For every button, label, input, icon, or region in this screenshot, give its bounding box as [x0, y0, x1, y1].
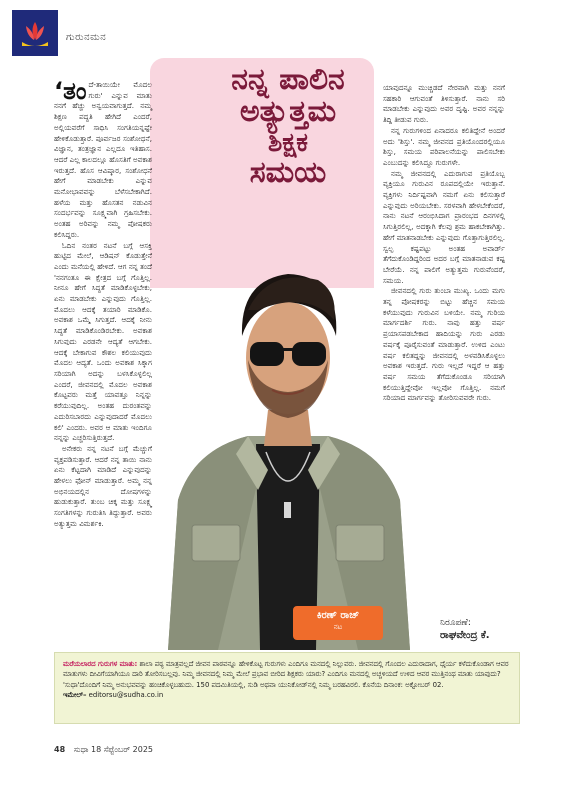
- credit-label: ನಿರೂಪಣೆ:: [440, 618, 471, 628]
- actor-role: ನಟ: [333, 623, 343, 631]
- right-paragraph-3: ನಮ್ಮ ಜೀವನದಲ್ಲಿ ಎದುರಾಗುವ ಪ್ರತಿಯೊಬ್ಬ ವ್ಯಕ್ತಿಯೂ ಗುರುವಿನ ರೂಪದಲ್ಲಿಯೇ ಇರುತ್ತಾನೆ. ವ್ಯಕ್ತಿಗಳು ನಿರ್ದಿಷ್ಟವಾಗಿ ನಮಗೆ ಏನು ಕಲಿಸುತ್ತಾರೆ ಎನ್ನುವುದು ಅರಿಯಬೇಕು. ಸರಳವಾಗಿ ಹೇಳಬೇಕೆಂದರೆ, ನಾನು ನಟನೆ ಆರಂಭಿಸಿದಾಗ ಪ್ರಾರಂಭದ ದಿನಗಳಲ್ಲಿ ಸಿಗುತ್ತಿರಲಿಲ್ಲ, ಅದಕ್ಕಾಗಿ ಕೆಲವು ಶ್ರಮ ಹಾಕಬೇಕಾಗಿತ್ತು. ಹೇಗೆ ಮಾತನಾಡಬೇಕು ಎನ್ನುವುದು ಗೊತ್ತಾಗುತ್ತಿರಲಿಲ್ಲ. ಸ್ವಲ್ಪ ಕಷ್ಟಪಟ್ಟು ಅಂತಹ ಅವಾರ್ಡ್ ತೆಗೆದುಕೊಂಡಿದ್ದರಿಂದ ಅದರ ಬಗ್ಗೆ ಮಾತನಾಡುವ ಕಷ್ಟ ಬೇರೆಯೆ. ನನ್ನ ಪಾಲಿಗೆ ಅತ್ಯುತ್ತಮ ಗುರುವೆಂದರೆ, ಸಮಯ.: [383, 168, 505, 285]
- invite-heading: ಮರೆಯಲಾರದ ಗುರುಗಳ ಮಾತು:: [63, 660, 138, 668]
- article-title: [168, 64, 408, 189]
- title-line-2: ಅತ್ಯುತ್ತಮ: [239, 94, 337, 130]
- magazine-logo: [12, 10, 58, 56]
- right-paragraph-1: ಯಾವುದನ್ನೂ ಮುಚ್ಚಿಡದೆ ನೇರವಾಗಿ ಮತ್ತು ನನಗೆ ಸಹಕಾರಿ ಆಗುವಂತೆ ತಿಳಿಸುತ್ತಾರೆ. ನಾನು ಸರಿ ಮಾಡಬೇಕು ಎನ್ನುವುದು ಅವರ ದೃಷ್ಟಿ. ಅವರ ನನ್ನನ್ನು ತಿದ್ದಿ ತೀಡುವ ಗುರು.: [383, 83, 505, 125]
- email-label: ಇಮೇಲ್–: [63, 690, 87, 699]
- actor-portrait: [148, 240, 428, 650]
- issue-date: ಸುಧಾ 18 ಸೆಪ್ಟೆಂಬರ್ 2025: [73, 745, 154, 754]
- left-paragraph-3: ಅನೇಕರು ನನ್ನ ನಟನೆ ಬಗ್ಗೆ ಮೆಚ್ಚುಗೆ ವ್ಯಕ್ತಪಡಿಸುತ್ತಾರೆ. ಆದರೆ ನನ್ನ ತಾಯಿ ನಾನು ಏನು ಕೆಟ್ಟದಾಗಿ ಮಾಡಿದೆ ಎನ್ನುವುದನ್ನು ಹೇಳಲು ಫೋನ್ ಮಾಡುತ್ತಾರೆ. ಅಮ್ಮ ನನ್ನ ಅಭಿನಯದಲ್ಲಿನ ದೋಷಗಳನ್ನು ಹುಡುಕುತ್ತಾರೆ. ತುಂಬ ಚಿಕ್ಕ ಮತ್ತು ಸೂಕ್ಷ್ಮ ಸಂಗತಿಗಳನ್ನು ಗುರುತಿಸಿ ತಿದ್ದುತ್ತಾರೆ. ಅವರು ಅತ್ಯುತ್ತಮ ವಿಮರ್ಶಕಿ.: [54, 443, 152, 528]
- name-badge: [293, 606, 383, 640]
- title-line-4: ಸಮಯ: [249, 154, 327, 190]
- right-paragraph-4: ಜೀವನದಲ್ಲಿ ಗುರು ತುಂಬಾ ಮುಖ್ಯ. ಒಂದು ಮಗು ತನ್ನ ಪೋಷಕರನ್ನು ಬಿಟ್ಟು ಹೆಚ್ಚಿನ ಸಮಯ ಕಳೆಯುವುದು ಗುರುವಿನ ಬಳಿಯೇ. ನಮ್ಮ ಗುರಿಯ ಮಾರ್ಗದರ್ಶಿ ಗುರು. ನಾವು ಹತ್ತು ವರ್ಷ ಪ್ರಯಾಸಪಡಬೇಕಾದ ಹಾದಿಯನ್ನು ಗುರು ಎರಡು ವರ್ಷಕ್ಕೆ ಪೂರೈಸುವಂತೆ ಮಾಡುತ್ತಾರೆ. ಉಳಿದ ಎಂಟು ವರ್ಷ ಕಲಿತದ್ದನ್ನು ಜೀವನದಲ್ಲಿ ಅಳವಡಿಸಿಕೊಳ್ಳಲು ಅವಕಾಶ ಇರುತ್ತದೆ. ಗುರು ಇಲ್ಲದೆ ಇದ್ದರೆ ಆ ಹತ್ತು ವರ್ಷ ಸಮಯ ತೆಗೆದುಕೊಂಡೂ ಸರಿಯಾಗಿ ಕಲಿಯುತ್ತಿದ್ದೇವೋ ಇಲ್ಲವೋ ಗೊತ್ತಿಲ್ಲ. ನಮಗೆ ಸರಿಯಾದ ಮಾರ್ಗವನ್ನು ತೋರಿಸುವವರೇ ಗುರು.: [383, 286, 505, 403]
- title-line-1: ನನ್ನ ಪಾಲಿನ: [231, 62, 345, 97]
- drop-cap: ‘ತಂ: [54, 77, 87, 105]
- actor-name: ಕಿರಣ್ ರಾಜ್: [316, 610, 360, 621]
- left-column: [54, 77, 152, 530]
- title-line-3: ಶಿಕ್ಷಕ: [267, 127, 309, 158]
- article-credit: [440, 618, 490, 641]
- right-paragraph-2: ನನ್ನ ಗುರುಗಳಿಂದ ಏನಾದರೂ ಕಲಿತಿದ್ದೇನೆ ಅಂದರೆ ಅದು 'ಶಿಸ್ತು'. ನಮ್ಮ ಜೀವನದ ಪ್ರತಿಯೊಂದರಲ್ಲಿಯೂ ಶಿಸ್ತು, ಸಮಯ ಪರಿಪಾಲನೆಯನ್ನು ಪಾಲಿಸಬೇಕು ಎಂಬುದನ್ನು ಕಲಿಸಿದ್ದೂ ಗುರುಗಳೇ.: [383, 125, 505, 167]
- left-paragraph-2: ಓದಿನ ನಂತರ ನಟನೆ ಬಗ್ಗೆ ಆಸಕ್ತಿ ಹುಟ್ಟಿದ ಮೇಲೆ, ಆಡಿಷನ್ ಕೊಡುತ್ತೇನೆ ಎಂದು ಮನೆಯಲ್ಲಿ ಹೇಳಿದೆ. ಆಗ ನನ್ನ ತಂದೆ 'ನನಗಂತೂ ಈ ಕ್ಷೇತ್ರದ ಬಗ್ಗೆ ಗೊತ್ತಿಲ್ಲ. ನೀನೂ ಹೇಗೆ ಸಿದ್ಧತೆ ಮಾಡಿಕೊಳ್ಳಬೇಕು, ಏನು ಮಾಡಬೇಕು ಎನ್ನುವುದು ಗೊತ್ತಿಲ್ಲ. ಮೊದಲು ಆದಕ್ಕೆ ತಯಾರಿ ಮಾಡಿಕೊ. ಅವಕಾಶ ಒಮ್ಮೆ ಸಿಗುತ್ತದೆ. ಆದಕ್ಕೆ ನೀನು ಸಿದ್ಧತೆ ಮಾಡಿಕೊಂಡಿರಬೇಕು. ಅವಕಾಶ ಸಿಗುವುದು ಎರಡನೇ ಆದ್ಯತೆ ಆಗಬೇಕು. ಆದಕ್ಕೆ ಬೇಕಾಗುವ ಕೌಶಲ ಕಲಿಯುವುದು ಮೊದಲ ಆದ್ಯತೆ. ಒಂದು ಅವಕಾಶ ಸಿಕ್ಕಾಗ ಸರಿಯಾಗಿ ಅದನ್ನು ಬಳಸಿಕೊಳ್ಳಲಿಲ್ಲ ಎಂದರೆ, ಜೀವನದಲ್ಲಿ ಮೊದಲ ಅವಕಾಶ ಕೊಟ್ಟವರು ಮತ್ತೆ ಯಾವತ್ತೂ ನಿನ್ನನ್ನು ಕರೆಯುವುದಿಲ್ಲ. ಅಂತಹ ದುರಂತವನ್ನು ಎದುರಿಸಬಾರದು ಎನ್ನುವುದಾದರೆ ಮೊದಲು ಕಲಿ' ಎಂದರು. ಅವರ ಆ ಮಾತು ಇಂದಿಗೂ ನನ್ನನ್ನು ಎಚ್ಚರಿಸುತ್ತಿರುತ್ತದೆ.: [54, 240, 152, 443]
- credit-author: ರಾಘವೇಂದ್ರ ಕೆ.: [440, 630, 490, 641]
- section-label: ಗುರುನಮನ: [66, 32, 107, 43]
- left-paragraph-1: ದೆ-ತಾಯಿಯೇ ಮೊದಲ ಗುರು' ಎನ್ನುವ ಮಾತು ನನಗೆ ಹೆಚ್ಚು ಅನ್ವಯವಾಗುತ್ತದೆ. ನಮ್ಮ ಶಿಕ್ಷಣ ಪದ್ಧತಿ ಹೇಗಿದೆ ಎಂದರೆ, ಅಲ್ಲಿಯವರೆಗೆ ಸಾಧಿಸಿ ಸಂಗತಿಯನ್ನಷ್ಟೇ ಹೇಳಿಕೊಡುತ್ತಾರೆ. ಪೂರ್ವಜರ ಸಂಶೋಧನೆ, ವಿಜ್ಞಾನ, ತಂತ್ರಜ್ಞಾನ ಎಲ್ಲದೂ ಇತಿಹಾಸ. ಆದರೆ ಎಲ್ಲ ಕಾಲದಲ್ಲೂ ಹೊಸತಿಗೆ ಅವಕಾಶ ಇರುತ್ತದೆ. ಹೊಸ ಆವಿಷ್ಕಾರ, ಸಂಶೋಧನೆ ಹೇಗೆ ಮಾಡಬೇಕು ಎನ್ನುವ ಮನೋಭಾವವನ್ನು ಬೆಳೆಸಬೇಕಾಗಿದೆ. ಹಳೆಯ ಮತ್ತು ಹೊಸತನ ನಡುವಿನ ಸಂದರ್ಭವನ್ನು ಸೂಕ್ಷ್ಮವಾಗಿ ಗ್ರಹಿಸಬೇಕು. ಅಂತಹ ಅರಿವನ್ನು ನಮ್ಮ ಪೋಷಕರು ಕಲಿಸಿದ್ದರು.: [54, 80, 152, 239]
- page-footer: [54, 745, 153, 755]
- reader-invite-box: [54, 652, 520, 724]
- page-number: 48: [54, 745, 66, 754]
- invite-body: ಶಾಲಾ ಪಠ್ಯ ಮಾತ್ರವಲ್ಲದೆ ಜೀವನ ಪಾಠವನ್ನೂ ಹೇಳಿಕೊಟ್ಟ ಗುರುಗಳು ಎಂದಿಗೂ ಮನದಲ್ಲಿ ನಿಲ್ಲುವರು. ಜೀವನದಲ್ಲಿ ಗೊಂದಲ ಎದುರಾದಾಗ, ಧೈರ್ಯ ಕಳೆದುಕೊಂಡಾಗ ಆವರ ಮಾತುಗಳು ದೀವಿಗೆಯಾಗಿಯೂ ದಾರಿ ತೋರಿಸಬಲ್ಲವು. ನಿಮ್ಮ ಜೀವನದಲ್ಲಿ ನಿಮ್ಮ ಮೇಲೆ ಪ್ರಭಾವ ಬೀರಿದ ಶಿಕ್ಷಕರು ಯಾರು? ಎಂದಿಗೂ ಮನದಲ್ಲಿ ಅಚ್ಚಳಿಯದೆ ಉಳಿದ ಆವರ ಮುತ್ತಿನಂಥ ಮಾತು ಯಾವುದು? 'ಸುಧಾ'ದೊಂದಿಗೆ ನಿಮ್ಮ ಅನುಭವವನ್ನು ಹಂಚಿಕೊಳ್ಳಬಹುದು. 150 ಪದಮಿತಿಯಲ್ಲಿ, ಸುಡಿ ಅಥವಾ ಯುನಿಕೋಡ್‌ನಲ್ಲಿ ನಿಮ್ಮ ಬರಹವಿರಲಿ. ಕೊನೆಯ ದಿನಾಂಕ: ಅಕ್ಟೋಬರ್ 02.: [63, 660, 509, 689]
- email-address[interactable]: editorsu@sudha.co.in: [88, 690, 164, 699]
- lotus-logo-icon: [18, 16, 52, 50]
